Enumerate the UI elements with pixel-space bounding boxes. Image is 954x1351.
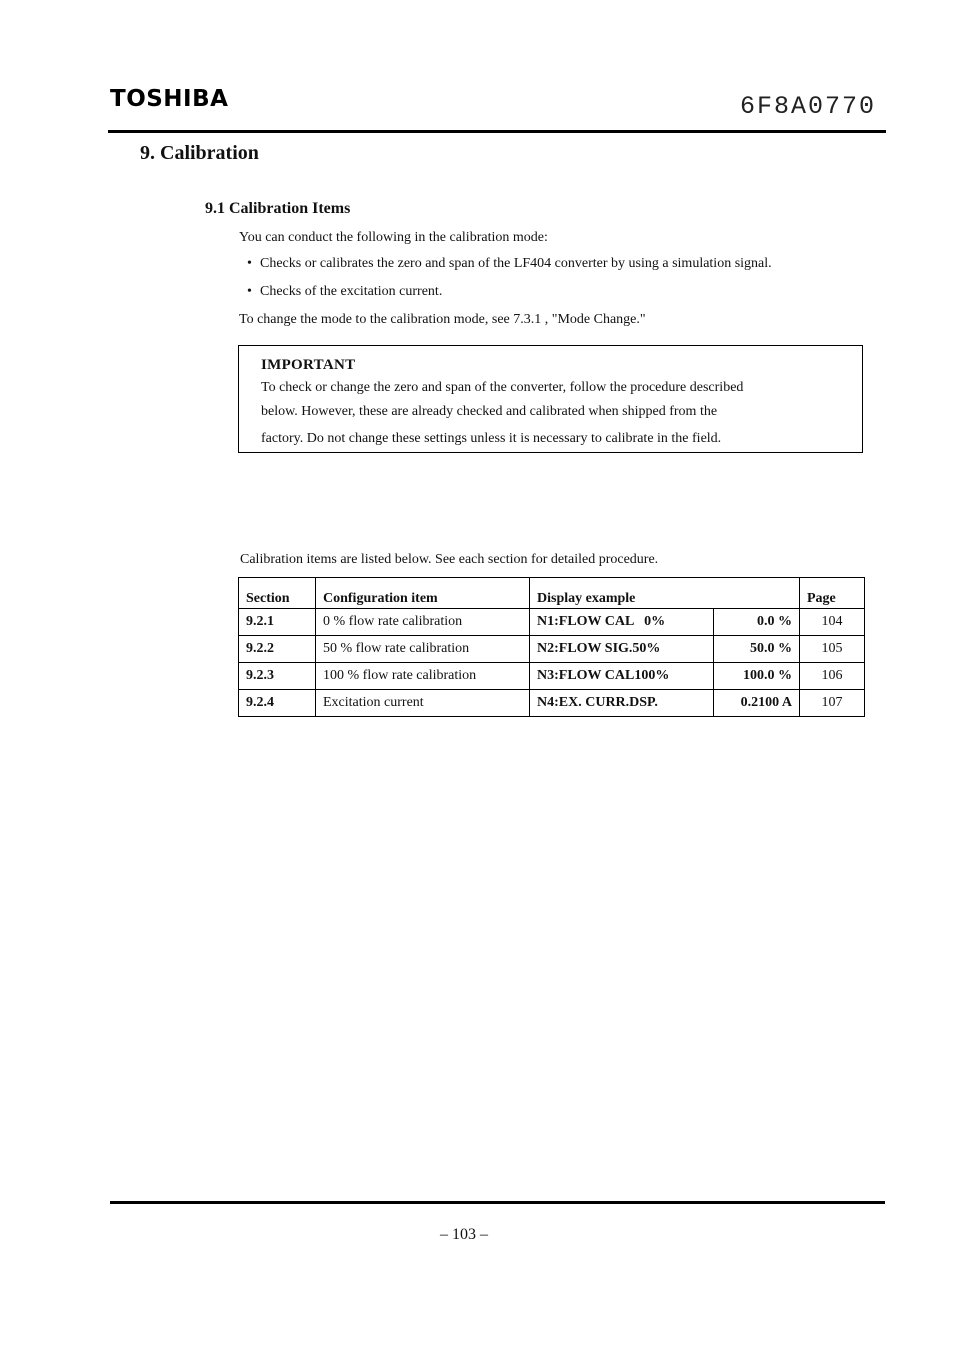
cell-display: N1:FLOW CAL 0%: [530, 609, 714, 636]
cell-item: Excitation current: [316, 690, 530, 717]
cell-page: 105: [800, 636, 865, 663]
brand-logo: TOSHIBA: [110, 86, 229, 112]
cell-item: 0 % flow rate calibration: [316, 609, 530, 636]
table-row: [239, 663, 865, 690]
table-intro-text: Calibration items are listed below. See each section for detailed procedure.: [240, 552, 659, 567]
bullet-mark: •: [247, 256, 252, 271]
cell-value: 0.0 %: [714, 609, 800, 636]
subsection-title: 9.1 Calibration Items: [205, 200, 351, 217]
important-line: factory. Do not change these settings unless it is necessary to calibrate in the field.: [261, 431, 722, 446]
important-title: IMPORTANT: [261, 357, 356, 373]
cell-page: 106: [800, 663, 865, 690]
table-row: [239, 636, 865, 663]
cell-page: 104: [800, 609, 865, 636]
cell-value: 0.2100 A: [714, 690, 800, 717]
cell-display: N2:FLOW SIG.50%: [530, 636, 714, 663]
bullet-item: [247, 284, 442, 300]
important-box: [238, 345, 863, 453]
calibration-items-table: [238, 577, 865, 717]
intro-text: You can conduct the following in the calibration mode:: [239, 230, 548, 245]
cell-value: 50.0 %: [714, 636, 800, 663]
header-page: Page: [800, 578, 865, 609]
footer-rule: [110, 1201, 885, 1204]
cell-display: N3:FLOW CAL100%: [530, 663, 714, 690]
table-header-row: [239, 578, 865, 609]
cell-section: 9.2.1: [239, 609, 316, 636]
cell-item: 50 % flow rate calibration: [316, 636, 530, 663]
cell-display: N4:EX. CURR.DSP.: [530, 690, 714, 717]
header-display-example: Display example: [530, 578, 800, 609]
bullet-mark: •: [247, 284, 252, 299]
cell-page: 107: [800, 690, 865, 717]
mode-change-text: To change the mode to the calibration mode, see 7.3.1 , "Mode Change.": [239, 312, 646, 327]
header-section: Section: [239, 578, 316, 609]
bullet-text: Checks of the excitation current.: [260, 284, 443, 299]
cell-value: 100.0 %: [714, 663, 800, 690]
cell-section: 9.2.2: [239, 636, 316, 663]
bullet-item: [247, 256, 772, 272]
table-row: [239, 609, 865, 636]
cell-section: 9.2.4: [239, 690, 316, 717]
cell-item: 100 % flow rate calibration: [316, 663, 530, 690]
bullet-text: Checks or calibrates the zero and span of the LF404 converter by using a simulation signal.: [260, 256, 772, 271]
section-title: 9. Calibration: [140, 142, 259, 164]
header-rule: [108, 130, 886, 133]
cell-section: 9.2.3: [239, 663, 316, 690]
important-line: To check or change the zero and span of the converter, follow the procedure described: [261, 380, 744, 395]
page-number: – 103 –: [440, 1226, 488, 1243]
table-row: [239, 690, 865, 717]
document-number: 6F8A0770: [740, 92, 877, 121]
header-config-item: Configuration item: [316, 578, 530, 609]
important-line: below. However, these are already checked and calibrated when shipped from the: [261, 404, 718, 419]
